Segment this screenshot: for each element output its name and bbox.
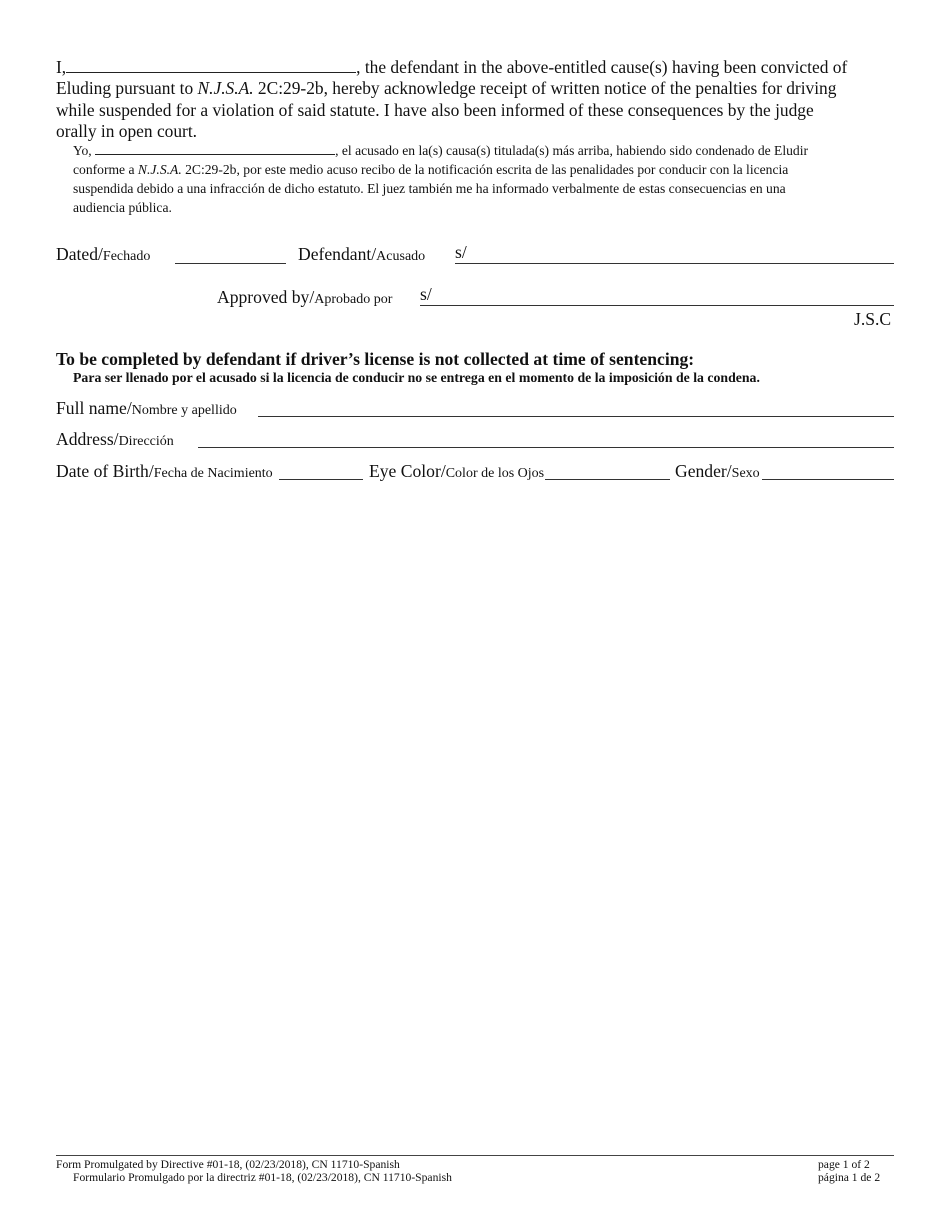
eye-color-field[interactable] — [545, 479, 670, 480]
defendant-name-blank-es[interactable] — [95, 143, 335, 155]
dated-label — [56, 244, 150, 265]
footer-page-es: página 1 de 2 — [818, 1171, 881, 1184]
prefix-label-es: Yo, — [73, 143, 96, 158]
ack-line1-text: , the defendant in the above-entitled cause(s) having been convicted of — [356, 57, 848, 77]
eye-color-en: Eye Color/ — [369, 461, 446, 481]
dated-en: Dated/ — [56, 244, 103, 264]
acknowledgement-spanish — [73, 141, 895, 217]
full-name-en: Full name/ — [56, 398, 132, 418]
address-label — [56, 429, 174, 450]
prefix-label: I, — [56, 57, 67, 77]
eye-color-label — [369, 461, 544, 482]
dated-field[interactable] — [175, 263, 286, 264]
judge-title: J.S.C — [854, 309, 892, 329]
gender-label — [675, 461, 760, 482]
approved-signature-prefix: s/ — [420, 284, 432, 304]
gender-field[interactable] — [762, 479, 894, 480]
ack-line2-post: 2C:29-2b, hereby acknowledge receipt of written notice of the penalties for driving — [253, 78, 837, 99]
dob-en: Date of Birth/ — [56, 461, 154, 481]
statute-citation-es: N.J.S.A. — [137, 162, 182, 177]
ack-line3: while suspended for a violation of said statute. I have also been informed of these consequences by the judge — [56, 99, 814, 120]
full-name-es: Nombre y apellido — [131, 403, 237, 418]
dated-es: Fechado — [102, 249, 151, 264]
address-es: Dirección — [118, 434, 174, 449]
ack-line4: orally in open court. — [56, 120, 198, 141]
defendant-es: Acusado — [376, 249, 426, 264]
approved-en: Approved by/ — [217, 287, 315, 307]
eye-color-es: Color de los Ojos — [445, 466, 545, 481]
defendant-signature-field[interactable] — [455, 263, 894, 264]
ack-es-line3: suspendida debido a una infracción de dicho estatuto. El juez también me ha informado verbalmente de estas consecuencias en una — [73, 181, 786, 196]
footer-form-en: Form Promulgated by Directive #01-18, (02/23/2018), CN 11710-Spanish — [56, 1158, 400, 1171]
dob-label — [56, 461, 273, 482]
defendant-name-blank[interactable] — [66, 58, 356, 73]
ack-line2-pre: Eluding pursuant to — [56, 78, 198, 99]
approved-label — [217, 287, 392, 308]
license-heading-en: To be completed by defendant if driver’s license is not collected at time of sentencing: — [56, 349, 695, 369]
ack-es-line2-post: 2C:29-2b, por este medio acuso recibo de la notificación escrita de las penalidades por conducir con la licencia — [181, 162, 789, 177]
statute-citation: N.J.S.A. — [197, 78, 254, 99]
ack-es-line2-pre: conforme a — [73, 162, 138, 177]
footer-rule — [56, 1155, 894, 1156]
defendant-label — [298, 244, 425, 265]
dob-field[interactable] — [279, 479, 363, 480]
gender-en: Gender/ — [675, 461, 732, 481]
license-heading-es: Para ser llenado por el acusado si la licencia de conducir no se entrega en el momento de la imposición de la condena. — [73, 370, 760, 385]
footer-page-en: page 1 of 2 — [818, 1158, 870, 1171]
dob-es: Fecha de Nacimiento — [153, 466, 273, 481]
acknowledgement-english — [56, 57, 896, 142]
defendant-en: Defendant/ — [298, 244, 377, 264]
address-field[interactable] — [198, 447, 894, 448]
approved-signature-field[interactable] — [420, 305, 894, 306]
ack-es-line1-text: , el acusado en la(s) causa(s) titulada(s) más arriba, habiendo sido condenado de Eludir — [335, 143, 809, 158]
footer-form-es: Formulario Promulgado por la directriz #01-18, (02/23/2018), CN 11710-Spanish — [73, 1171, 452, 1184]
ack-es-line4: audiencia pública. — [73, 200, 172, 215]
approved-es: Aprobado por — [314, 292, 393, 307]
full-name-field[interactable] — [258, 416, 894, 417]
address-en: Address/ — [56, 429, 119, 449]
defendant-signature-prefix: s/ — [455, 242, 467, 262]
gender-es: Sexo — [731, 466, 760, 481]
full-name-label — [56, 398, 237, 419]
